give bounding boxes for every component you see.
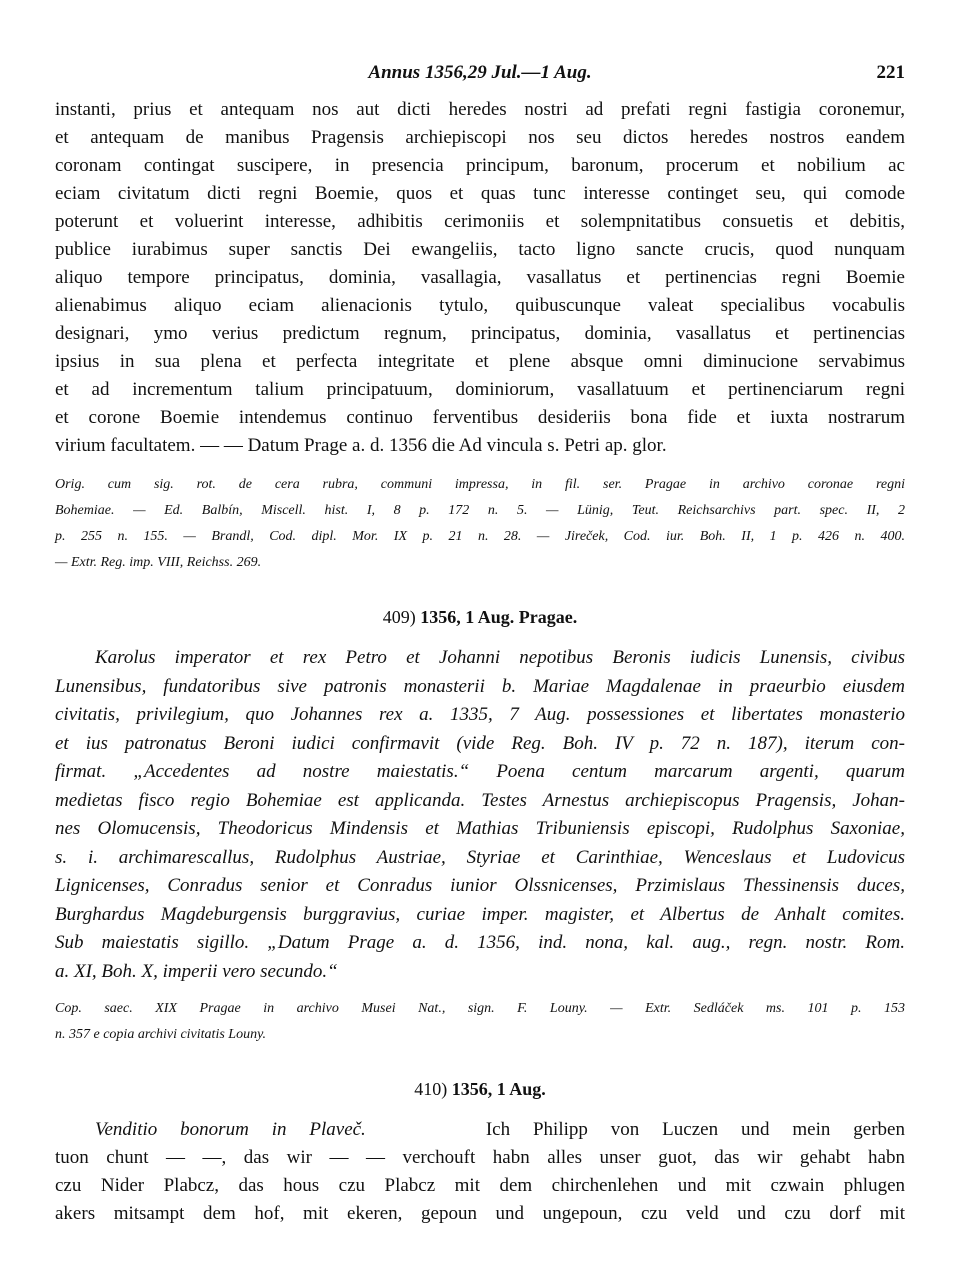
regest-line: Karolus imperator et rex Petro et Johanni nepotibus Beronis iudicis Lunensis, civibus xyxy=(95,647,905,668)
text-line: instanti, prius et antequam nos aut dicti heredes nostri ad prefati regni fastigia coronemur, xyxy=(55,99,905,120)
regest-line: medietas fisco regio Bohemiae est applicanda. Testes Arnestus archiepiscopus Pragensis, Johan- xyxy=(55,789,905,811)
text-line: czu Nider Plabcz, das hous czu Plabcz mit dem chirchenlehen und mit czwain phlugen xyxy=(55,1175,905,1196)
text-line: et ad incrementum talium principatuum, dominiorum, vasallatuum et pertinenciarum regni xyxy=(55,379,905,400)
text-line xyxy=(55,1116,905,1144)
note-line: Cop. saec. XIX Pragae in archivo Musei Nat., sign. F. Louny. — Extr. Sedláček ms. 101 p. 153 xyxy=(55,1001,905,1016)
regest-line: Lignicenses, Conradus senior et Conradus iunior Olssnicenses, Przimislaus Thessinensis duces, xyxy=(55,875,905,896)
text-line: aliquo tempore principatus, dominia, vasallagia, vasallatus et pertinencias regni Boemie xyxy=(55,267,905,288)
entry-heading-409 xyxy=(55,602,905,632)
text-line: tuon chunt — —, das wir — — verchouft habn alles unser guot, das wir gehabt habn xyxy=(55,1147,905,1168)
page-number: 221 xyxy=(876,62,905,83)
text-line: coronam contingat suscipere, in presencia principum, baronum, procerum et nobilium ac xyxy=(55,155,905,176)
entry-date-place: 1356, 1 Aug. Pragae. xyxy=(420,607,578,627)
text-line: publice iurabimus super sanctis Dei ewangeliis, tacto ligno sancte crucis, quod nunquam xyxy=(55,239,905,260)
text-line: ipsius in sua plena et perfecta integritate et plene absque omni diminucione servabimus xyxy=(55,351,905,372)
entry-number: 410) xyxy=(414,1079,448,1099)
text-line: et antequam de manibus Pragensis archiepiscopi nos seu dictos heredes nostros eandem xyxy=(55,127,905,148)
regest-line: firmat. „Accedentes ad nostre maiestatis.“ Poena centum marcarum argenti, quarum xyxy=(55,761,905,782)
regest-line: s. i. archimarescallus, Rudolphus Austriae, Styriae et Carinthiae, Wenceslaus et Ludovicus xyxy=(55,846,905,868)
regest-409 xyxy=(55,644,905,986)
text-line: virium facultatem. — — Datum Prage a. d. 1356 die Ad vincula s. Petri ap. glor. xyxy=(55,435,667,456)
regest-line: nes Olomucensis, Theodoricus Mindensis et Mathias Tribuniensis episcopi, Rudolphus Saxoniae, xyxy=(55,818,905,839)
text-line: alienabimus aliquo eciam alienacionis tytulo, quibuscunque valeat specialibus vocabulis xyxy=(55,295,905,316)
note-line: p. 255 n. 155. — Brandl, Cod. dipl. Mor. IX p. 21 n. 28. — Jireček, Cod. iur. Boh. II, 1 p. 426 n. 400. xyxy=(55,529,905,544)
text-fragment: Ich Philipp von Luczen und mein gerben xyxy=(485,1119,905,1140)
entry-number: 409) xyxy=(382,607,416,627)
regest-line: Burghardus Magdeburgensis burggravius, curiae imper. magister, et Albertus de Anhalt comites. xyxy=(55,903,905,925)
running-head xyxy=(55,62,905,96)
note-line: Bohemiae. — Ed. Balbín, Miscell. hist. I, 8 p. 172 n. 5. — Lünig, Teut. Reichsarchivs part. spec. II, 2 xyxy=(55,503,905,518)
source-note xyxy=(55,472,905,576)
running-title: Annus 1356,29 Jul.—1 Aug. xyxy=(368,62,592,83)
regest-line: civitatis, privilegium, quo Johannes rex a. 1335, 7 Aug. possessiones et libertates monasterio xyxy=(55,704,905,725)
regest-line: a. XI, Boh. X, imperii vero secundo.“ xyxy=(55,960,338,982)
regest-line: et ius patronatus Beroni iudici confirmavit (vide Reg. Boh. IV p. 72 n. 187), iterum con- xyxy=(55,732,905,754)
note-line: Orig. cum sig. rot. de cera rubra, communi impressa, in fil. ser. Pragae in archivo coronae regni xyxy=(55,477,905,492)
entry-date: 1356, 1 Aug. xyxy=(451,1079,546,1099)
source-note-409 xyxy=(55,996,905,1048)
note-line: — Extr. Reg. imp. VIII, Reichss. 269. xyxy=(55,555,262,570)
text-line: et corone Boemie intendemus continuo ferventibus desideriis bona fide et iuxta nostrarum xyxy=(55,407,905,428)
text-line: eciam civitatum dicti regni Boemie, quos et quas tunc interesse continget seu, qui comode xyxy=(55,183,905,204)
regest-title: Venditio bonorum in Plaveč. xyxy=(95,1119,366,1140)
entry-heading-410 xyxy=(55,1074,905,1104)
text-line: designari, ymo verius predictum regnum, principatus, dominia, vasallatus et pertinencias xyxy=(55,323,905,344)
regest-line: Sub maiestatis sigillo. „Datum Prage a. d. 1356, ind. nona, kal. aug., regn. nostr. Rom. xyxy=(55,932,905,953)
document-page xyxy=(55,62,905,1228)
text-line: akers mitsampt dem hof, mit ekeren, gepoun und ungepoun, czu veld und czu dorf mit xyxy=(55,1203,905,1224)
charter-text xyxy=(55,96,905,460)
text-line: poterunt et voluerint interesse, adhibitis cerimoniis et solempnitatibus consuetis et debitis, xyxy=(55,211,905,232)
note-line: n. 357 e copia archivi civitatis Louny. xyxy=(55,1027,267,1042)
regest-line: Lunensibus, fundatoribus sive patronis monasterii b. Mariae Magdalenae in praeurbio eiusdem xyxy=(55,675,905,697)
document-410-text xyxy=(55,1116,905,1228)
